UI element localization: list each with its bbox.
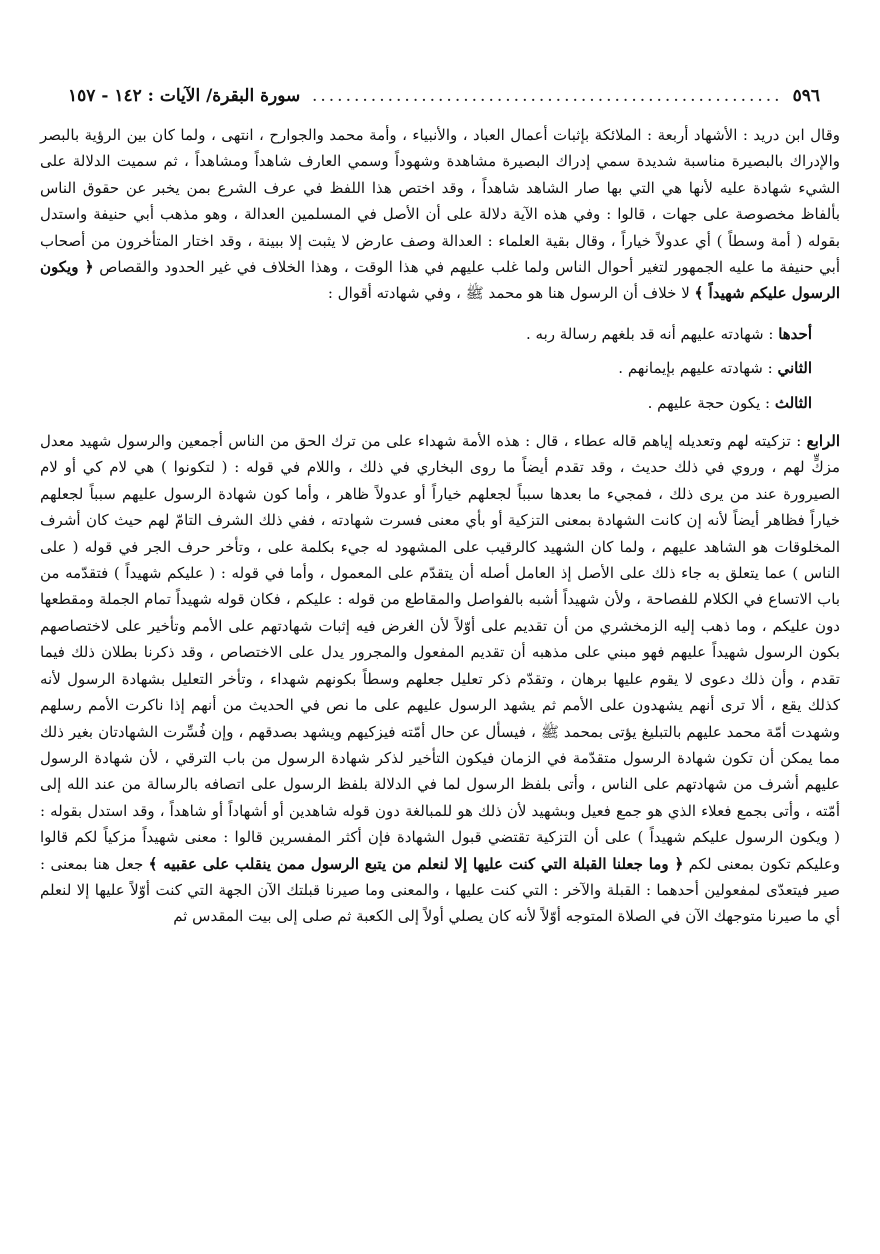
list-item-text: : يكون حجة عليهم . bbox=[647, 394, 771, 413]
list-item-label: الثاني bbox=[777, 359, 812, 378]
sayings-list bbox=[40, 321, 840, 416]
list-item-label: الرابع bbox=[806, 432, 840, 451]
list-item-text: : شهادته عليهم بإيمانهم . bbox=[618, 359, 773, 378]
list-item bbox=[40, 355, 812, 381]
quran-verse: ﴿ وما جعلنا القبلة التي كنت عليها إلا لنعلم من يتبع الرسول ممن ينقلب على عقبيه ﴾ bbox=[148, 854, 684, 873]
running-title: سورة البقرة/ الآيات : ١٤٢ - ١٥٧ bbox=[68, 86, 301, 106]
paragraph-text: وقال ابن دريد : الأشهاد أربعة : الملائكة بإثبات أعمال العباد ، والأنبياء ، وأمة محمد والجوارح ، انتهى ، ولما كان بين الرؤية بالبصر والإدراك بالبصيرة مناسبة شديدة سمي إدراك البصيرة مشاهدة وشهوداً وسمي العارف شاهداً ومشاهداً ، ثم سميت الدلالة على الشيء شهادة عليه لأنها هي التي بها صار الشاهد شاهداً ، وقد اختص هذا اللفظ في عرف الشرع بمن يخبر عن حقوق الناس بألفاظ مخصوصة على جهات ، قالوا : وفي هذه الآية دلالة على أن الأصل في المسلمين العدالة ، وهو مذهب أبي حنيفة واستدل بقوله ( أمة وسطاً ) أي عدولاً خياراً ، وقال بقية العلماء : العدالة وصف عارض لا يثبت إلا ببينة ، وقد اختار المتأخرون من أصحاب أبي حنيفة ما عليه الجمهور لتغير أحوال الناس ولما غلب عليهم في هذا الوقت ، وهذا الخلاف في غير الحدود والقصاص bbox=[40, 126, 840, 277]
paragraph-text: : تزكيته لهم وتعديله إياهم قاله عطاء ، قال : هذه الأمة شهداء على من ترك الحق من الناس أجمعين والرسول شهيد معدل مزكٍّ لهم ، وروي في ذلك حديث ، وقد تقدم أيضاً ما روى البخاري في ذلك ، واللام في قوله : ( لتكونوا ) هي لام كي أو لام الصيرورة عند من يرى ذلك ، فمجيء ما بعدها سبباً لجعلهم خياراً أو عدولاً ظاهر ، وأما كون شهادة الرسول عليهم سبباً لجعلهم خياراً فظاهر أيضاً لأنه إن كانت الشهادة بمعنى التزكية أو بأي معنى فسرت شهادته ، ففي ذلك الشرف التامّ لهم حيث كان أشرف المخلوقات هو الشاهد عليهم ، ولما كان الشهيد كالرقيب على المشهود له جيء بكلمة على ، وتأخر حرف الجر في قوله ( على الناس ) عما يتعلق به جاء ذلك على الأصل إذ العامل أصله أن يتقدّم على المعمول ، وأما في قوله : ( عليكم شهيداً ) فتقدّمه من باب الاتساع في الكلام للفصاحة ، ولأن شهيداً أشبه بالفواصل والمقاطع من قوله : عليكم ، فكان قوله شهيداً تمام الجملة ومقطعها دون عليكم ، وما ذهب إليه الزمخشري من أن تقديم على أوّلاً لأن الغرض فيه إثبات شهادتهم على الأمم وتأخير على لاختصاصهم بكون الرسول شهيداً عليهم فهو مبني على مذهبه أن تقديم المفعول والمجرور يدل على الاختصاص ، وقد ذكرنا بطلان ذلك فيما تقدم ، وأن ذلك دعوى لا يقوم عليها برهان ، وتقدّم ذكر تعليل جعلهم وسطاً بكونهم شهداء ، وتأخر التعليل بشهادة الرسول لأنه كذلك يقع ، ألا ترى أنهم يشهدون على الأمم ثم يشهد الرسول عليهم على ما نص في الحديث من أنهم إذا ناكرت الأمم رسلهم وشهدت أمّة محمد عليهم بالتبليغ يؤتى بمحمد ﷺ ، فيسأل عن حال أمّته فيزكيهم ويشهد بصدقهم ، وإن فُسِّرت الشهادتان بغير ذلك مما يمكن أن تكون شهادة الرسول متقدّمة في الزمان فيكون التأخير لذكر شهادة الرسول من باب الترقي ، لأن شهادة الرسول عليهم أشرف من شهادتهم على الناس ، وأتى بلفظ الرسول لما في الدلالة بلفظ الرسول على اتصافه بالرسالة من عند الله إلى أمّته ، وأتى بجمع فعلاء الذي هو جمع فعيل وبشهيد لأن ذلك هو للمبالغة دون قوله شاهدين أو أشهاداً أو شاهداً ، وقد استدل بقوله : ( ويكون الرسول عليكم شهيداً ) على أن التزكية تقتضي قبول الشهادة فإن أكثر المفسرين قالوا : معنى شهيداً مزكياً لكم قالوا وعليكم تكون بمعنى لكم bbox=[40, 432, 840, 873]
page-header bbox=[68, 86, 820, 114]
quran-verse: ﴿ ويكون الرسول عليكم شهيداً ﴾ bbox=[40, 258, 840, 303]
list-item-label: الثالث bbox=[774, 394, 812, 413]
page-body bbox=[40, 122, 840, 930]
list-item-text: : شهادته عليهم أنه قد بلغهم رسالة ربه . bbox=[526, 324, 774, 343]
page-number: ٥٩٦ bbox=[792, 86, 820, 106]
paragraph-intro bbox=[40, 122, 840, 307]
paragraph-text: لا خلاف أن الرسول هنا هو محمد ﷺ ، وفي شهادته أقوال : bbox=[327, 284, 690, 303]
list-item bbox=[40, 321, 812, 347]
header-dot-leader bbox=[310, 86, 782, 106]
list-item bbox=[40, 390, 812, 416]
list-item-label: أحدها bbox=[778, 324, 812, 343]
paragraph-text: جعل هنا بمعنى : صير فيتعدّى لمفعولين أحدهما : القبلة والآخر : التي كنت عليها ، والمعنى وما صيرنا قبلتك الآن الجهة التي كنت أوّلاً عليها إلا لنعلم أي ما صيرنا متوجهك الآن في الصلاة المتوجه أوّلاً لأنه كان يصلي أولاً إلى الكعبة ثم صلى إلى بيت المقدس ثم bbox=[40, 854, 840, 926]
paragraph-fourth bbox=[40, 428, 840, 930]
